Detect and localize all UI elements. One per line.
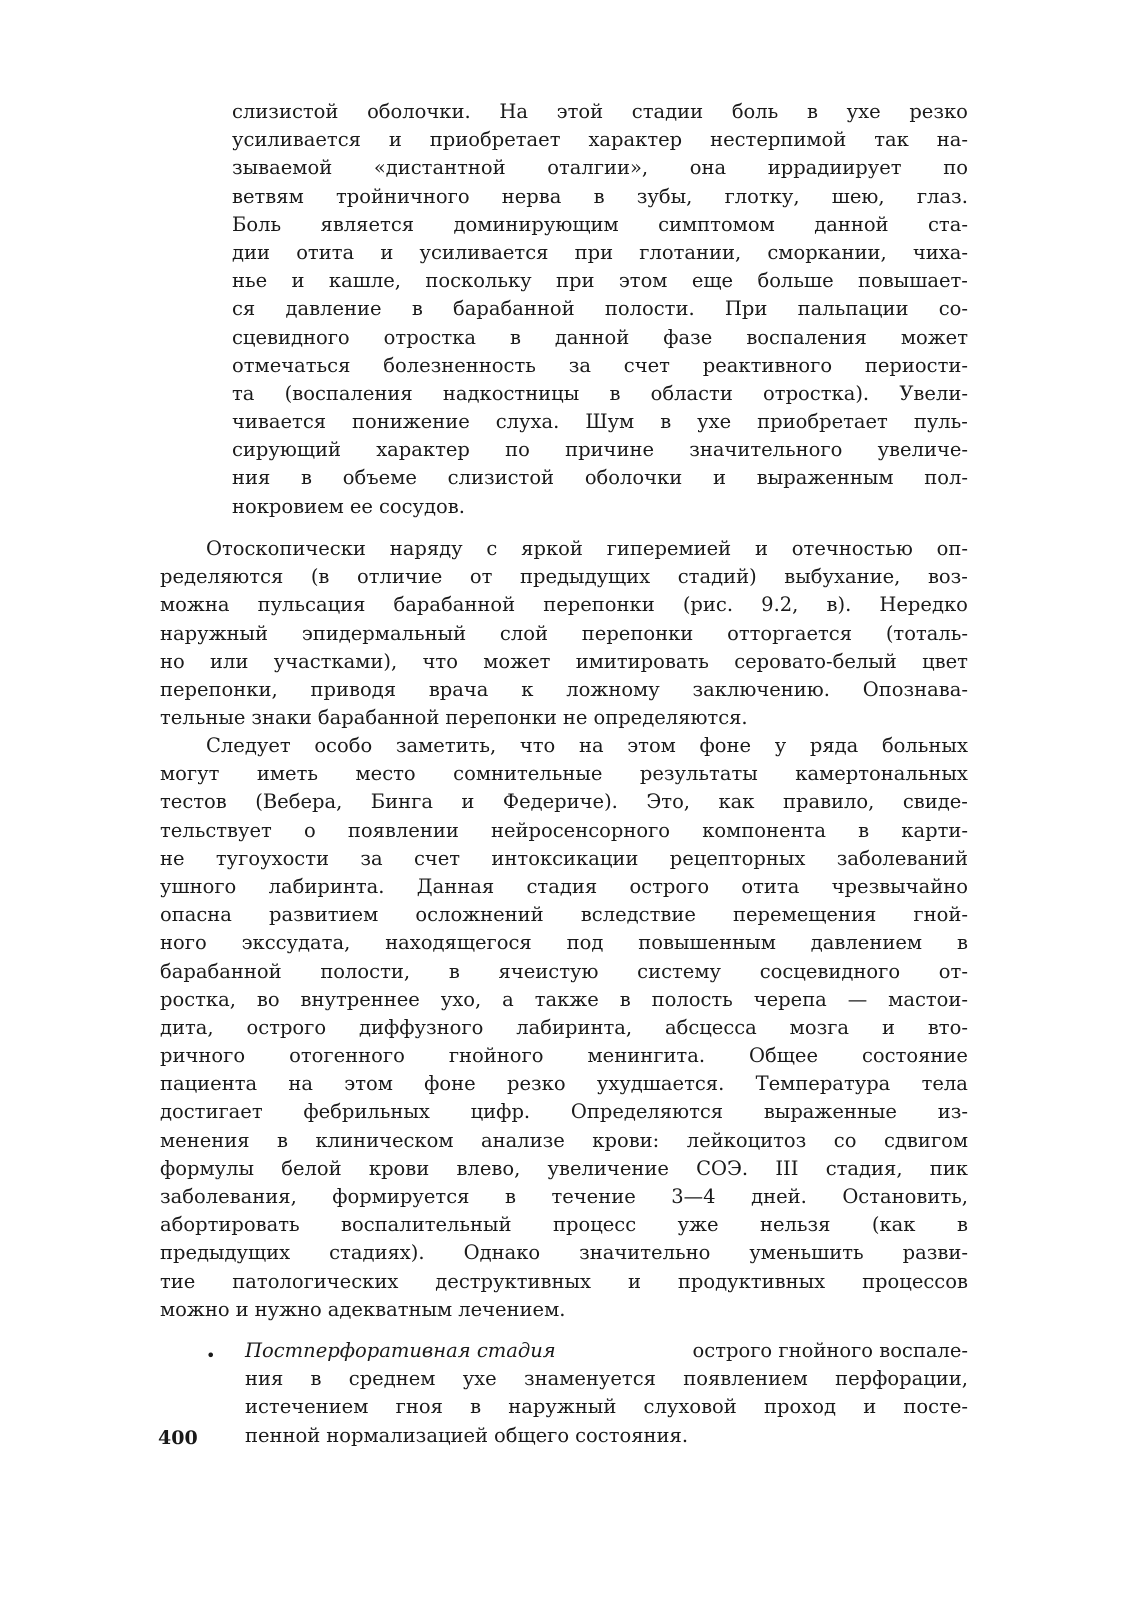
text-line: сцевидного отростка в данной фазе воспаления может — [232, 325, 968, 349]
paragraph-otoscopy — [160, 535, 968, 732]
text-line: ушного лабиринта. Данная стадия острого отита чрезвычайно — [160, 874, 968, 898]
text-line: Отоскопически наряду с яркой гиперемией и отечностью оп- — [206, 537, 968, 560]
text-line: достигает фебрильных цифр. Определяются выраженные из- — [160, 1100, 968, 1124]
text-line: тестов (Вебера, Бинга и Федериче). Это, как правило, свиде- — [160, 790, 968, 814]
text-line — [245, 1337, 968, 1365]
text-line: заболевания, формируется в течение 3—4 дней. Остановить, — [160, 1185, 968, 1208]
text-line: тие патологических деструктивных и продуктивных процессов — [160, 1269, 968, 1293]
text-fragment: острого гнойного воспале- — [692, 1339, 968, 1362]
text-line: ричного отогенного гнойного менингита. Общее состояние — [160, 1044, 968, 1068]
bullet-item-postperforative — [245, 1337, 968, 1450]
page-number: 400 — [158, 1427, 198, 1449]
text-line: барабанной полости, в ячеистую систему сосцевидного от- — [160, 959, 968, 983]
text-line: истечением гноя в наружный слуховой проход и посте- — [245, 1395, 968, 1419]
text-line: наружный эпидермальный слой перепонки отторгается (тоталь- — [160, 621, 968, 645]
text-line: Следует особо заметить, что на этом фоне у ряда больных — [206, 734, 968, 757]
text-line: ределяются (в отличие от предыдущих стадий) выбухание, воз- — [160, 565, 968, 589]
text-line: Боль является доминирующим симптомом данной ста- — [232, 212, 968, 236]
text-line: та (воспаления надкостницы в области отростка). Увели- — [232, 381, 968, 405]
text-line: можна пульсация барабанной перепонки (рис. 9.2, в). Нередко — [160, 593, 968, 617]
text-line: пациента на этом фоне резко ухудшается. Температура тела — [160, 1072, 968, 1096]
text-line: ния в объеме слизистой оболочки и выраженным пол- — [232, 466, 968, 490]
text-line: зываемой «дистантной оталгии», она иррадиирует по — [232, 156, 968, 180]
text-line: чивается понижение слуха. Шум в ухе приобретает пуль- — [232, 410, 968, 434]
paragraph-indented-continuation — [232, 98, 968, 521]
text-line: перепонки, приводя врача к ложному заключению. Опознава- — [160, 677, 968, 701]
text-line: абортировать воспалительный процесс уже нельзя (как в — [160, 1213, 968, 1237]
text-line: тельные знаки барабанной перепонки не определяются. — [160, 706, 748, 730]
paragraph-complications — [160, 732, 968, 1324]
text-line: менения в клиническом анализе крови: лейкоцитоз со сдвигом — [160, 1128, 968, 1152]
text-line: могут иметь место сомнительные результаты камертональных — [160, 762, 968, 786]
text-line: нье и кашле, поскольку при этом еще больше повышает- — [232, 269, 968, 293]
text-line: сирующий характер по причине значительного увеличе- — [232, 438, 968, 462]
text-line: нокровием ее сосудов. — [232, 494, 465, 518]
text-line: ростка, во внутреннее ухо, а также в полость черепа — мастои- — [160, 987, 968, 1011]
text-line: но или участками), что может имитировать серовато-белый цвет — [160, 649, 968, 673]
text-line: не тугоухости за счет интоксикации рецепторных заболеваний — [160, 846, 968, 870]
text-line: ся давление в барабанной полости. При пальпации со- — [232, 297, 968, 321]
text-line: дии отита и усиливается при глотании, сморкании, чиха- — [232, 240, 968, 264]
text-line: слизистой оболочки. На этой стадии боль в ухе резко — [232, 100, 968, 123]
italic-term: Постперфоративная стадия — [245, 1339, 556, 1362]
text-line: ного экссудата, находящегося под повышенным давлением в — [160, 931, 968, 955]
text-line: отмечаться болезненность за счет реактивного периости- — [232, 353, 968, 377]
text-line: тельствует о появлении нейросенсорного компонента в карти- — [160, 818, 968, 842]
text-line: можно и нужно адекватным лечением. — [160, 1297, 566, 1321]
text-line: пенной нормализацией общего состояния. — [245, 1423, 689, 1447]
text-line: усиливается и приобретает характер нестерпимой так на- — [232, 128, 968, 152]
text-line: ния в среднем ухе знаменуется появлением перфорации, — [245, 1367, 968, 1391]
text-line: ветвям тройничного нерва в зубы, глотку, шею, глаз. — [232, 184, 968, 208]
bullet-marker: • — [206, 1346, 216, 1365]
text-line: формулы белой крови влево, увеличение СОЭ. III стадия, пик — [160, 1156, 968, 1180]
text-line: опасна развитием осложнений вследствие перемещения гной- — [160, 903, 968, 927]
text-line: предыдущих стадиях). Однако значительно уменьшить разви- — [160, 1241, 968, 1265]
text-line: дита, острого диффузного лабиринта, абсцесса мозга и вто- — [160, 1015, 968, 1039]
